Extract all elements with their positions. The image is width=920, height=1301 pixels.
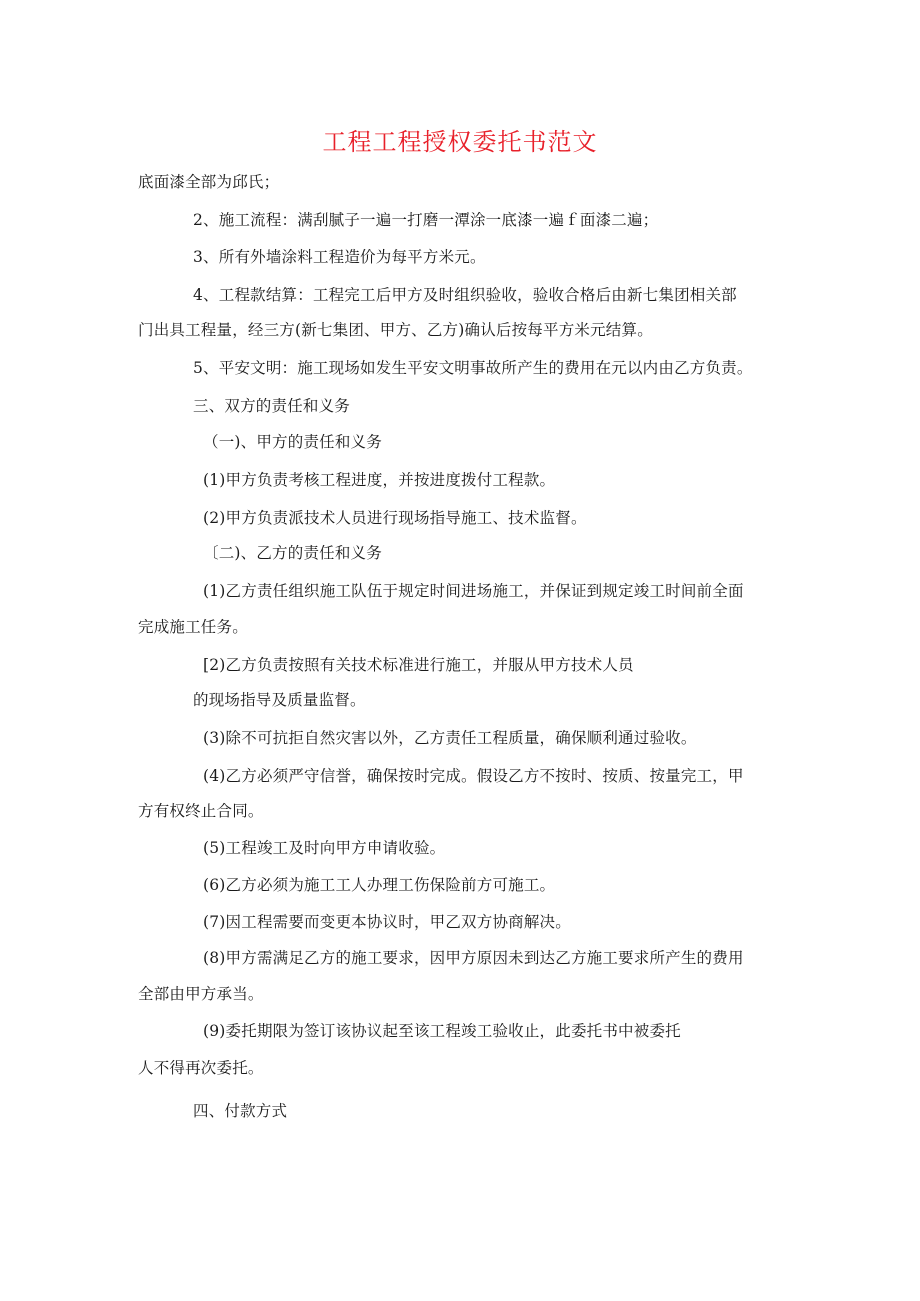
paragraph-line: 的现场指导及质量监督。	[193, 691, 366, 709]
list-item: [2)乙方负责按照有关技术标准进行施工，并服从甲方技术人员	[203, 656, 634, 674]
list-item: (2)甲方负责派技术人员进行现场指导施工、技术监督。	[203, 509, 587, 527]
list-item: (8)甲方需满足乙方的施工要求，因甲方原因未到达乙方施工要求所产生的费用	[203, 949, 744, 967]
list-item: (7)因工程需要而变更本协议时，甲乙双方协商解决。	[203, 913, 571, 931]
list-item: (5)工程竣工及时向甲方申请收验。	[203, 839, 446, 857]
list-item: (3)除不可抗拒自然灾害以外，乙方责任工程质量，确保顺利通过验收。	[203, 729, 697, 747]
section-heading: 四、付款方式	[193, 1102, 288, 1120]
list-item: (6)乙方必须为施工工人办理工伤保险前方可施工。	[203, 876, 556, 894]
subsection-heading: 〔二)、乙方的责任和义务	[203, 544, 382, 562]
paragraph-line: 方有权终止合同。	[138, 802, 264, 820]
paragraph-line: 3、所有外墙涂料工程造价为每平方米元。	[193, 248, 486, 266]
list-item: (1)甲方负责考核工程进度，并按进度拨付工程款。	[203, 471, 556, 489]
paragraph-line: 人不得再次委托。	[138, 1059, 264, 1077]
paragraph-line: 4、工程款结算：工程完工后甲方及时组织验收，验收合格后由新七集团相关部	[193, 286, 737, 304]
list-item: (1)乙方责任组织施工队伍于规定时间进场施工，并保证到规定竣工时间前全面	[203, 582, 744, 600]
list-item: (4)乙方必须严守信誉，确保按时完成。假设乙方不按时、按质、按量完工，甲	[203, 767, 744, 785]
list-item: (9)委托期限为签订该协议起至该工程竣工验收止，此委托书中被委托	[203, 1022, 681, 1040]
paragraph-line: 2、施工流程：满刮腻子一遍一打磨一潭涂一底漆一遍ｆ面漆二遍；	[193, 211, 659, 229]
paragraph-line: 完成施工任务。	[138, 618, 248, 636]
paragraph-line: 5、平安文明：施工现场如发生平安文明事故所产生的费用在元以内由乙方负责。	[193, 359, 753, 377]
subsection-heading: （一)、甲方的责任和义务	[203, 433, 382, 451]
paragraph-line: 门出具工程量，经三方(新七集团、甲方、乙方)确认后按每平方米元结算。	[138, 321, 653, 339]
section-heading: 三、双方的责任和义务	[193, 397, 351, 415]
paragraph-line: 全部由甲方承当。	[138, 985, 264, 1003]
paragraph-line: 底面漆全部为邱氏；	[138, 173, 280, 191]
document-title: 工程工程授权委托书范文	[322, 128, 598, 156]
